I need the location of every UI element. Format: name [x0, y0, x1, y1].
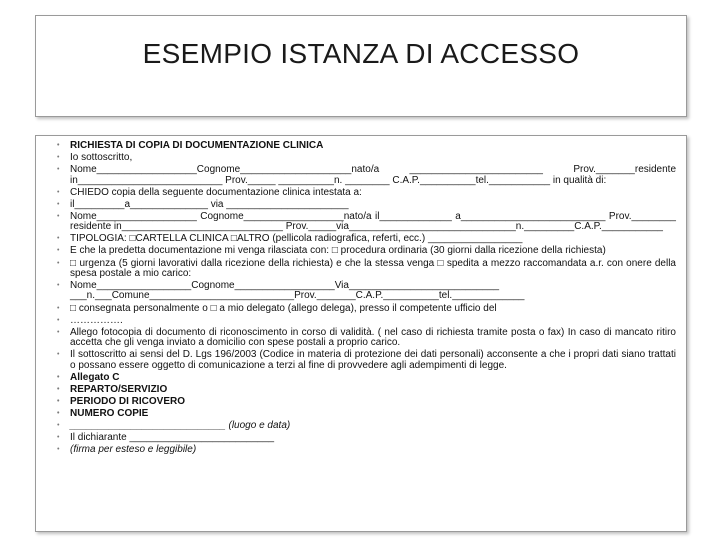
list-item: [36, 188, 686, 198]
list-item-text: □ consegnata personalmente o □ a mio delegato (allego delega), presso il competente ufficio del: [70, 302, 497, 314]
list-item: [36, 246, 686, 256]
list-item: [36, 421, 686, 431]
list-item-text: Nome_________________Cognome__________________Via___________________________ ___n.___Comune__________________________Prov._______C.A.P.__________tel._____________: [70, 280, 525, 302]
list-item-text: Allego fotocopia di documento di riconoscimento in corso di validità. ( nel caso di richiesta tramite posta o fax) In caso di mancato ritiro accetta che gli venga inviato a domicilio con spese postali a proprio carico.: [70, 326, 676, 349]
list-item: [36, 328, 686, 349]
list-item: [36, 350, 686, 371]
list-item-text: (firma per esteso e leggibile): [70, 444, 197, 456]
list-item: [36, 281, 686, 302]
bullet-icon: •: [57, 154, 60, 162]
list-item: [36, 212, 686, 233]
bullet-icon: •: [57, 282, 60, 290]
bullet-icon: •: [57, 410, 60, 418]
list-item-text: □ urgenza (5 giorni lavorativi dalla ricezione della richiesta) e che la stessa venga □ spedita a mezzo raccomandata a.r. con onere della spesa postale a mio carico:: [70, 257, 676, 279]
list-item-text: Nome__________________Cognome____________________nato/a ________________________ Prov._______residente in__________________________ Prov._____ __________n. ________ C.A.P.__________tel.___________ in qualità di:: [70, 164, 676, 186]
list-item-text: REPARTO/SERVIZIO: [70, 383, 168, 395]
list-item-text: CHIEDO copia della seguente documentazione clinica intestata a:: [70, 186, 362, 198]
list-item-text: PERIODO DI RICOVERO: [70, 395, 186, 407]
list-item: [36, 316, 686, 326]
bullet-icon: •: [57, 166, 60, 174]
list-item-text: Allegato C: [70, 371, 120, 383]
list-item: [36, 433, 686, 443]
bullet-icon: •: [57, 422, 60, 430]
list-item-text: ____________________________ (luogo e data): [70, 420, 291, 432]
bullet-icon: •: [57, 351, 60, 359]
list-item-text: TIPOLOGIA: □CARTELLA CLINICA □ALTRO (pellicola radiografica, referti, ecc.) _________________: [70, 233, 523, 245]
list-item-text: E che la predetta documentazione mi venga rilasciata con: □ procedura ordinaria (30 giorni dalla ricezione della richiesta): [70, 245, 606, 257]
bullet-icon: •: [57, 142, 60, 149]
bullet-icon: •: [57, 316, 60, 324]
bullet-icon: •: [57, 328, 60, 336]
list-item: [36, 234, 686, 244]
bullet-icon: •: [57, 235, 60, 243]
bullet-icon: •: [57, 247, 60, 255]
slide-title: ESEMPIO ISTANZA DI ACCESSO: [142, 38, 580, 69]
list-item: [36, 141, 686, 151]
list-item: [36, 385, 686, 395]
bullet-icon: •: [57, 200, 60, 208]
bullet-icon: •: [57, 385, 60, 393]
list-item: [36, 200, 686, 210]
list-item: [36, 445, 686, 455]
bullet-icon: •: [57, 259, 60, 267]
list-item: [36, 153, 686, 163]
list-item-text: RICHIESTA DI COPIA DI DOCUMENTAZIONE CLINICA: [70, 140, 324, 151]
list-item-text: …………….: [70, 314, 123, 326]
bullet-icon: •: [57, 304, 60, 312]
bullet-list: [36, 141, 686, 457]
title-box: [35, 15, 687, 117]
list-item: [36, 397, 686, 407]
bullet-icon: •: [57, 212, 60, 220]
list-item-text: Il sottoscritto ai sensi del D. Lgs 196/2003 (Codice in materia di protezione dei dati personali) acconsente a che i propri dati siano trattati o possano essere oggetto di comunicazione a terzi al fine di provvedere agli adempimenti di legge.: [70, 349, 676, 371]
list-item: [36, 259, 686, 280]
list-item-text: Io sottoscritto,: [70, 152, 133, 164]
bullet-icon: •: [57, 446, 60, 454]
content-box: [35, 135, 687, 532]
bullet-icon: •: [57, 373, 60, 381]
list-item: [36, 373, 686, 383]
list-item: [36, 304, 686, 314]
list-item-text: Il dichiarante __________________________: [70, 432, 275, 444]
bullet-icon: •: [57, 188, 60, 196]
list-item: [36, 165, 686, 186]
list-item-text: NUMERO COPIE: [70, 408, 149, 420]
list-item-text: il_________a______________ via ______________________: [70, 198, 349, 210]
list-item-text: Nome__________________ Cognome__________________nato/a il_____________ a__________________________ Prov.________ residente in_____________________________ Prov._____via______________________________n._________C.A.P.___________: [70, 210, 676, 233]
list-item: [36, 409, 686, 419]
bullet-icon: •: [57, 397, 60, 405]
bullet-icon: •: [57, 434, 60, 442]
